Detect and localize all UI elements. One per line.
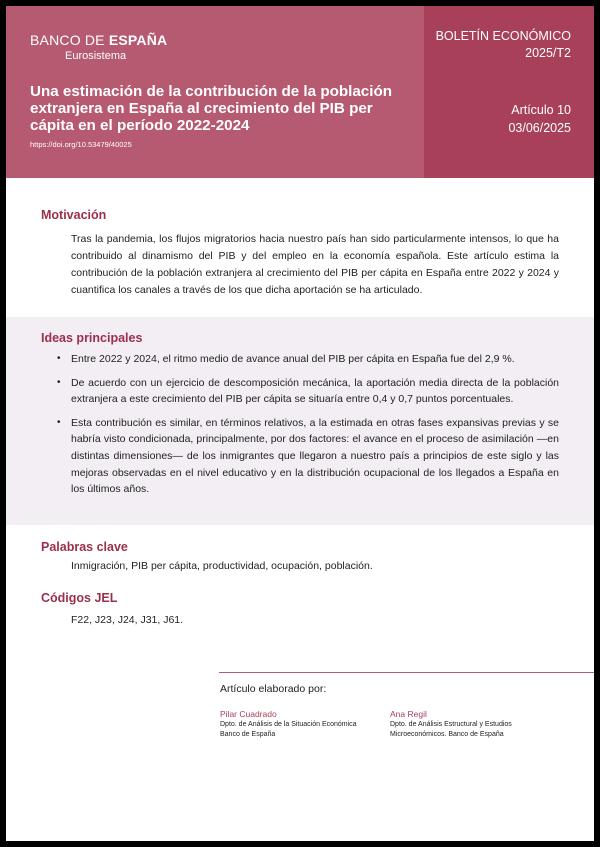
author-block xyxy=(390,709,512,740)
document-page xyxy=(6,6,594,841)
author-institution: Microeconómicos. Banco de España xyxy=(390,731,504,738)
author-institution: Banco de España xyxy=(220,731,276,738)
bank-logo xyxy=(30,32,167,48)
idea-item xyxy=(51,375,559,408)
ideas-heading: Ideas principales xyxy=(41,331,143,345)
bullet-icon: • xyxy=(57,416,61,428)
article-info xyxy=(508,101,571,137)
jel-heading: Códigos JEL xyxy=(41,591,118,605)
author-department: Dpto. de Análisis Estructural y Estudios xyxy=(390,721,512,728)
idea-item xyxy=(51,415,559,498)
logo-text-espana: ESPAÑA xyxy=(108,32,168,48)
author-department: Dpto. de Análisis de la Situación Económica xyxy=(220,721,357,728)
authors-divider xyxy=(219,672,594,673)
article-number: Artículo 10 xyxy=(511,103,571,117)
author-block xyxy=(220,709,357,740)
doi-link[interactable]: https://doi.org/10.53479/40025 xyxy=(30,140,132,149)
series-issue: 2025/T2 xyxy=(525,46,571,60)
idea-text: Entre 2022 y 2024, el ritmo medio de avance anual del PIB per cápita en España fue del 2,9 %. xyxy=(71,353,515,365)
publication-date: 03/06/2025 xyxy=(508,121,571,135)
jel-codes-text: F22, J23, J24, J31, J61. xyxy=(71,614,184,626)
authored-by-label: Artículo elaborado por: xyxy=(220,683,327,695)
idea-text: De acuerdo con un ejercicio de descomposición mecánica, la aportación media directa de la población extranjera a este crecimiento del PIB per cápita se situaría entre 0,4 y 0,7 puntos porcentuales. xyxy=(71,376,559,406)
keywords-heading: Palabras clave xyxy=(41,540,128,554)
header-banner xyxy=(6,6,594,178)
motivation-text: Tras la pandemia, los flujos migratorios hacia nuestro país han sido particularmente intensos, lo que ha contribuido al dinamismo del PIB y del empleo en la economía española. Este artículo estima la contribución de la población extranjera al crecimiento del PIB per cápita en España entre 2022 y 2024 y cuantifica los canales a través de los que dicha aportación se ha articulado. xyxy=(71,233,559,296)
author-name: Ana Regil xyxy=(390,709,427,719)
logo-subtitle: Eurosistema xyxy=(65,50,127,62)
bullet-icon: • xyxy=(57,376,61,388)
series-info xyxy=(436,28,571,62)
author-name: Pilar Cuadrado xyxy=(220,709,277,719)
idea-item xyxy=(51,351,559,368)
ideas-list xyxy=(51,351,559,505)
logo-text-banco-de: BANCO DE xyxy=(30,32,109,48)
idea-text: Esta contribución es similar, en términos relativos, a la estimada en otras fases expansivas previas y se habría visto condicionada, principalmente, por dos factores: el avance en el proceso de asimilación —en distintas dimensiones— de los inmigrantes que llegaron a nuestro país a principios de este siglo y las mejoras observadas en el nivel educativo y en la distribución ocupacional de los llegados a España en los últimos años. xyxy=(71,416,559,496)
keywords-text: Inmigración, PIB per cápita, productividad, ocupación, población. xyxy=(71,560,373,572)
motivation-heading: Motivación xyxy=(41,208,107,222)
bullet-icon: • xyxy=(57,353,61,364)
article-title: Una estimación de la contribución de la población extranjera en España al crecimiento del PIB per cápita en el período 2022-2024 xyxy=(30,83,393,134)
series-name: BOLETÍN ECONÓMICO xyxy=(435,29,571,43)
